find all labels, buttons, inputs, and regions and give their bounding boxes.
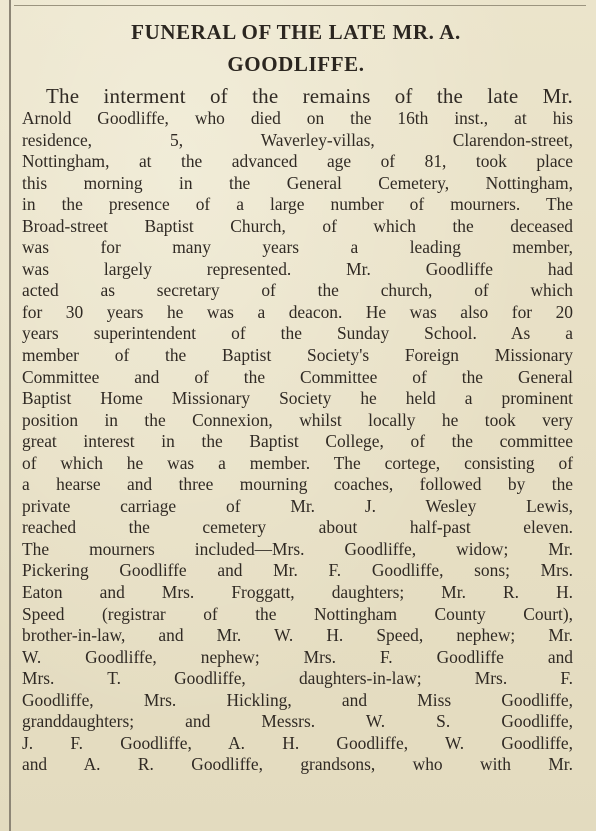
top-rule: [14, 5, 586, 6]
article-line: W. Goodliffe, nephew; Mrs. F. Goodliffe and: [22, 646, 573, 667]
article-line: of which he was a member. The cortege, consisting of: [22, 452, 573, 473]
article-line: great interest in the Baptist College, of the committee: [22, 431, 573, 452]
article-line: a hearse and three mourning coaches, followed by the: [22, 474, 573, 495]
article-line: was largely represented. Mr. Goodliffe had: [22, 258, 573, 279]
article-line: and A. R. Goodliffe, grandsons, who with Mr.: [22, 754, 573, 775]
article-line: Baptist Home Missionary Society he held a prominent: [22, 388, 573, 409]
article-line: was for many years a leading member,: [22, 237, 573, 258]
article-line: J. F. Goodliffe, A. H. Goodliffe, W. Goodliffe,: [22, 732, 573, 753]
article-line: Nottingham, at the advanced age of 81, took place: [22, 151, 573, 172]
article-line: Speed (registrar of the Nottingham County Court),: [22, 603, 573, 624]
headline-line-1: FUNERAL OF THE LATE MR. A.: [131, 20, 461, 44]
article-line: Eaton and Mrs. Froggatt, daughters; Mr. R. H.: [22, 582, 573, 603]
article-line: Arnold Goodliffe, who died on the 16th inst., at his: [22, 108, 573, 128]
article-line: Mrs. T. Goodliffe, daughters-in-law; Mrs. F.: [22, 668, 573, 689]
column-rule: [9, 0, 11, 831]
article-line: reached the cemetery about half-past eleven.: [22, 517, 573, 538]
article-line: brother-in-law, and Mr. W. H. Speed, nephew; Mr.: [22, 625, 573, 646]
article-line: private carriage of Mr. J. Wesley Lewis,: [22, 495, 573, 516]
article-line: residence, 5, Waverley-villas, Clarendon-street,: [22, 129, 573, 150]
article-line: Broad-street Baptist Church, of which the deceased: [22, 215, 573, 236]
article-line: member of the Baptist Society's Foreign Missionary: [22, 345, 573, 366]
article-line: for 30 years he was a deacon. He was also for 20: [22, 301, 573, 322]
article-line: granddaughters; and Messrs. W. S. Goodliffe,: [22, 711, 573, 732]
article-line: Committee and of the Committee of the General: [22, 366, 573, 387]
article-line: position in the Connexion, whilst locally he took very: [22, 409, 573, 430]
article-line: years superintendent of the Sunday School. As a: [22, 323, 573, 344]
article-line: The mourners included—Mrs. Goodliffe, widow; Mr.: [22, 538, 573, 559]
article-line: this morning in the General Cemetery, Nottingham,: [22, 172, 573, 193]
article-line: acted as secretary of the church, of which: [22, 280, 573, 301]
headline-line-2: GOODLIFFE.: [227, 52, 365, 76]
article-line: Goodliffe, Mrs. Hickling, and Miss Goodliffe,: [22, 689, 573, 710]
article-line: The interment of the remains of the late Mr.: [46, 84, 573, 108]
article-body: [22, 84, 573, 776]
article-line: in the presence of a large number of mourners. The: [22, 194, 573, 215]
article-line: Pickering Goodliffe and Mr. F. Goodliffe, sons; Mrs.: [22, 560, 573, 581]
